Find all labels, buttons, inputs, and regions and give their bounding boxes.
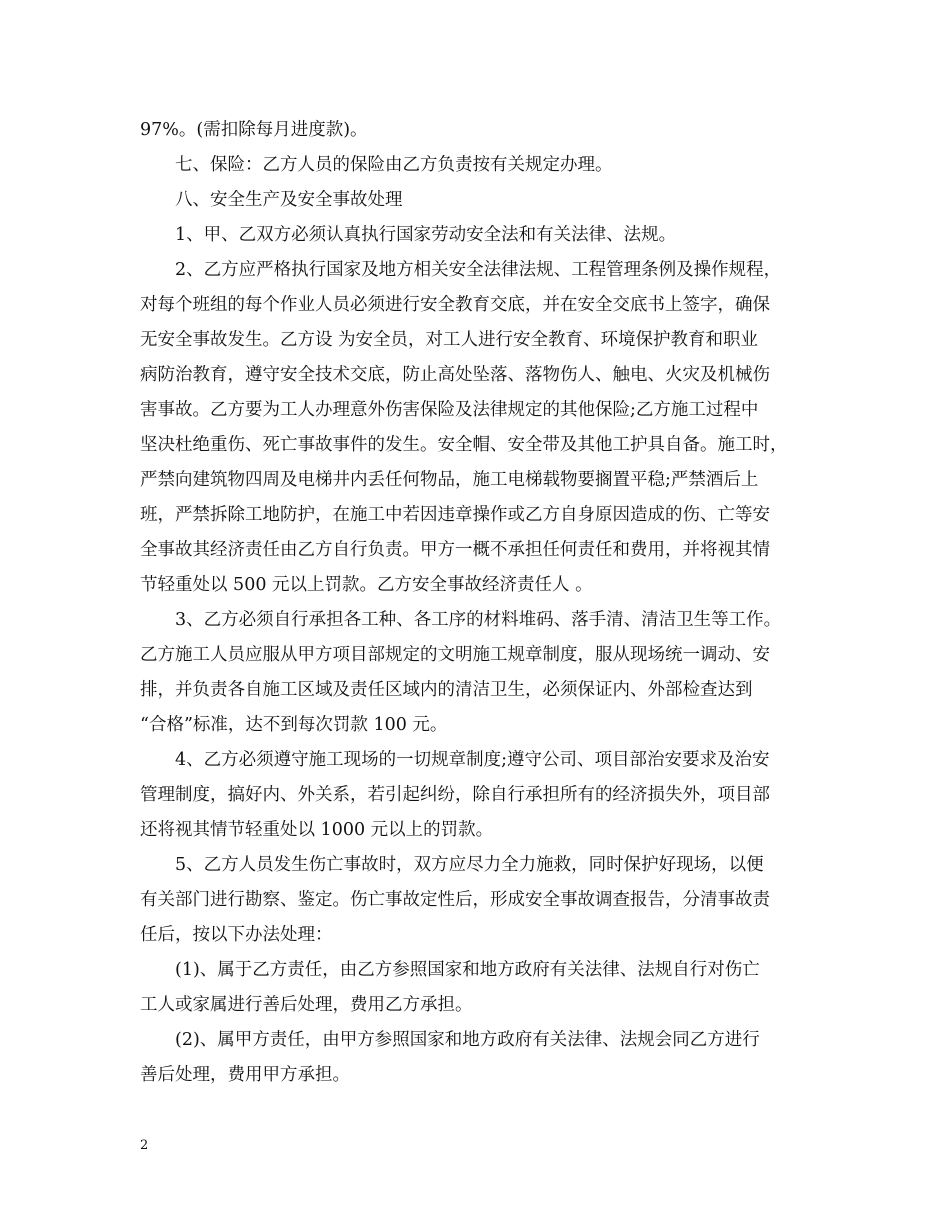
text-line: 任后，按以下办法处理： — [140, 925, 333, 945]
subclause-2-start: (2)、属甲方责任，由甲方参照国家和地方政府有关法律、法规会同乙方进行 — [175, 1030, 760, 1050]
text-line: 还将视其情节轻重处以 1000 元以上的罚款。 — [140, 820, 494, 840]
text-line: 善后处理，费用甲方承担。 — [140, 1065, 350, 1085]
text-line: 严禁向建筑物四周及电梯井内丢任何物品，施工电梯载物要搁置平稳;严禁酒后上 — [140, 470, 759, 490]
text-line: 排，并负责各自施工区域及责任区域内的清洁卫生，必须保证内、外部检查达到 — [140, 680, 753, 700]
text-line: 乙方施工人员应服从甲方项目部规定的文明施工规章制度，服从现场统一调动、安 — [140, 645, 770, 665]
text-line: 害事故。乙方要为工人办理意外伤害保险及法律规定的其他保险;乙方施工过程中 — [140, 400, 759, 420]
text-line: 无安全事故发生。乙方设 为安全员，对工人进行安全教育、环境保护教育和职业 — [140, 330, 759, 350]
text-line: 工人或家属进行善后处理，费用乙方承担。 — [140, 995, 473, 1015]
page-number: 2 — [140, 1138, 149, 1153]
clause-4-start: 4、乙方必须遵守施工现场的一切规章制度;遵守公司、项目部治安要求及治安 — [175, 750, 770, 770]
text-line: 有关部门进行勘察、鉴定。伤亡事故定性后，形成安全事故调查报告，分清事故责 — [140, 890, 770, 910]
clause-3-start: 3、乙方必须自行承担各工种、各工序的材料堆码、落手清、清洁卫生等工作。 — [175, 610, 782, 630]
clause-5-start: 5、乙方人员发生伤亡事故时，双方应尽力全力施救，同时保护好现场，以便 — [175, 855, 764, 875]
text-line: 管理制度，搞好内、外关系，若引起纠纷，除自行承担所有的经济损失外，项目部 — [140, 785, 770, 805]
text-line: 病防治教育，遵守安全技术交底，防止高处坠落、落物伤人、触电、火灾及机械伤 — [140, 365, 770, 385]
text-line: 97%。(需扣除每月进度款)。 — [140, 120, 368, 140]
text-line: 班，严禁拆除工地防护，在施工中若因违章操作或乙方自身原因造成的伤、亡等安 — [140, 505, 770, 525]
text-line: 坚决杜绝重伤、死亡事故事件的发生。安全帽、安全带及其他工护具自备。施工时， — [140, 435, 788, 455]
section-heading-insurance: 七、保险：乙方人员的保险由乙方负责按有关规定办理。 — [175, 155, 613, 175]
text-line: 对每个班组的每个作业人员必须进行安全教育交底，并在安全交底书上签字，确保 — [140, 295, 770, 315]
text-line: 节轻重处以 500 元以上罚款。乙方安全事故经济责任人 。 — [140, 575, 593, 595]
clause-1: 1、甲、乙双方必须认真执行国家劳动安全法和有关法律、法规。 — [175, 225, 677, 245]
clause-2-start: 2、乙方应严格执行国家及地方相关安全法律法规、工程管理条例及操作规程， — [175, 260, 782, 280]
subclause-1-start: (1)、属于乙方责任，由乙方参照国家和地方政府有关法律、法规自行对伤亡 — [175, 960, 760, 980]
section-heading-safety: 八、安全生产及安全事故处理 — [175, 190, 403, 210]
text-line: “合格”标准，达不到每次罚款 100 元。 — [140, 715, 448, 735]
text-line: 全事故其经济责任由乙方自行负责。甲方一概不承担任何责任和费用，并将视其情 — [140, 540, 770, 560]
